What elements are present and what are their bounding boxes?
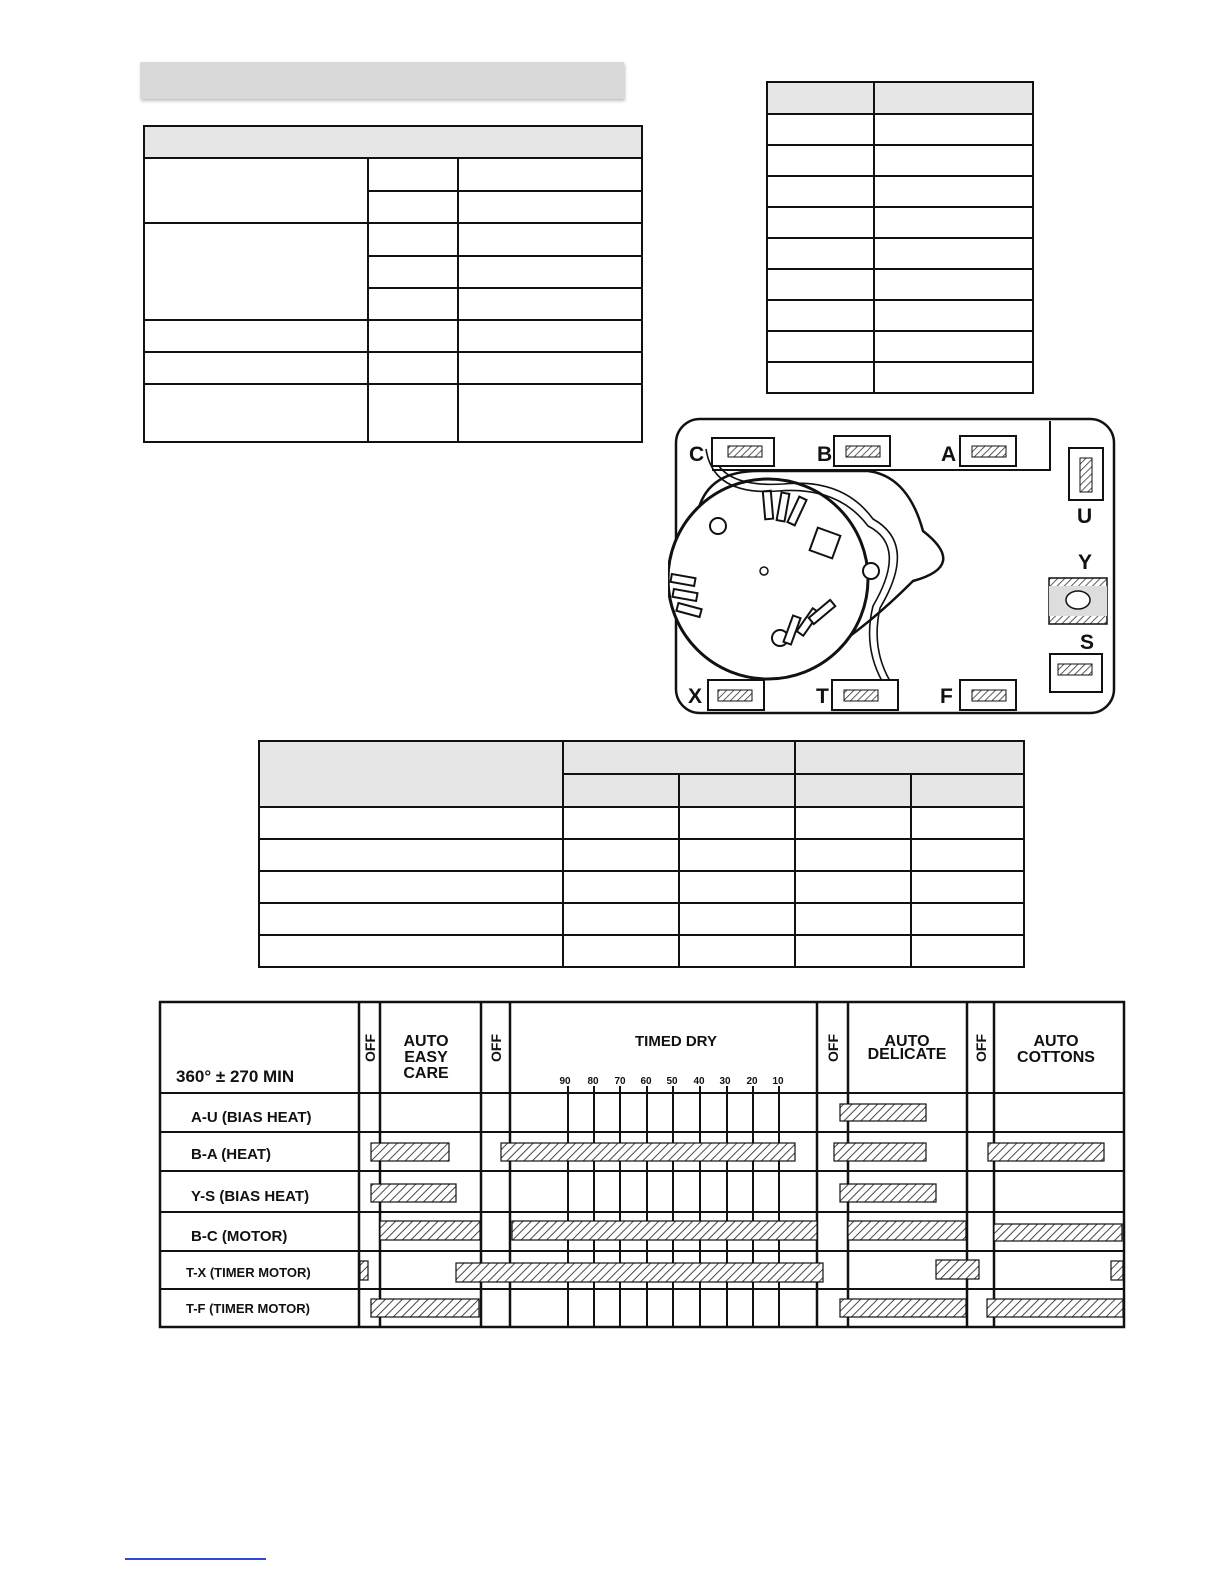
heater-cell (679, 903, 795, 935)
spec-cell (368, 352, 458, 384)
terminal-s (1050, 654, 1102, 692)
specifications-table (143, 125, 643, 443)
terminal-label-s: S (1080, 631, 1095, 654)
resistance-cell (767, 145, 874, 176)
heater-cell (563, 935, 679, 967)
cottons-line-2: COTTONS (1017, 1049, 1095, 1066)
off-label-1: OFF (362, 1034, 378, 1062)
terminal-label-y: Y (1078, 551, 1093, 574)
terminal-label-x: X (688, 685, 703, 708)
circuit-label-t-x: T-X (TIMER MOTOR) (186, 1265, 311, 1280)
heater-subheader-cell (563, 774, 679, 807)
easy-care-line-1: AUTO (403, 1033, 449, 1050)
terminal-label-c: C (689, 443, 705, 466)
spec-cell (144, 384, 368, 442)
terminal-x (708, 680, 764, 710)
heater-cell (259, 935, 563, 967)
spec-cell (368, 320, 458, 352)
minute-tick: 90 (559, 1076, 571, 1087)
heater-table (258, 740, 1025, 968)
minute-tick: 20 (746, 1076, 758, 1087)
contact-bar (456, 1263, 823, 1282)
resistance-cell (767, 114, 874, 145)
resistance-cell (767, 176, 874, 207)
spec-cell (458, 288, 642, 320)
easy-care-line-3: CARE (403, 1065, 449, 1082)
resistance-cell (874, 207, 1033, 238)
heater-cell (795, 903, 911, 935)
contact-bar (840, 1299, 966, 1317)
spec-cell (144, 223, 368, 320)
contact-bar (360, 1261, 368, 1280)
heater-subheader-cell (795, 774, 911, 807)
heater-cell (679, 839, 795, 871)
minute-tick: 70 (614, 1076, 626, 1087)
circuit-label-a-u: A-U (BIAS HEAT) (191, 1109, 312, 1126)
cottons-line-1: AUTO (1033, 1033, 1079, 1050)
resistance-cell (767, 207, 874, 238)
spec-cell (368, 223, 458, 256)
contact-bar (512, 1221, 817, 1240)
minute-tick: 60 (640, 1076, 652, 1087)
resistance-cell (874, 238, 1033, 269)
contact-bar (988, 1143, 1104, 1161)
heater-cell (911, 935, 1024, 967)
rotation-label: 360° ± 270 MIN (176, 1067, 295, 1086)
heater-subheader-cell (911, 774, 1024, 807)
heater-subheader-cell (679, 774, 795, 807)
delicate-line-2: DELICATE (867, 1046, 947, 1063)
heater-header-cell (259, 741, 563, 807)
spec-cell (458, 352, 642, 384)
terminal-label-a: A (941, 443, 957, 466)
resistance-cell (874, 114, 1033, 145)
heater-cell (563, 903, 679, 935)
spec-cell (368, 191, 458, 223)
heater-cell (563, 871, 679, 903)
resistance-table (766, 81, 1034, 394)
heater-cell (795, 935, 911, 967)
resistance-cell (874, 300, 1033, 331)
circuit-label-t-f: T-F (TIMER MOTOR) (186, 1301, 310, 1316)
spec-cell (368, 256, 458, 288)
heater-cell (795, 839, 911, 871)
spec-table-header (144, 126, 642, 158)
contact-bar (936, 1260, 979, 1279)
terminal-f (960, 680, 1016, 710)
spec-cell (368, 158, 458, 191)
contact-bar (371, 1184, 456, 1202)
circuit-label-b-a: B-A (HEAT) (191, 1146, 271, 1163)
heater-cell (911, 871, 1024, 903)
heater-cell (795, 807, 911, 839)
off-label-3: OFF (825, 1034, 841, 1062)
terminal-y (1049, 578, 1107, 624)
resistance-cell (874, 331, 1033, 362)
resistance-header-cell (874, 82, 1033, 114)
heater-cell (795, 871, 911, 903)
terminal-a (960, 436, 1016, 466)
contact-bar (501, 1143, 795, 1161)
contact-bar (840, 1184, 936, 1202)
terminal-label-u: U (1077, 505, 1093, 528)
delicate-line-1: AUTO (884, 1033, 930, 1050)
contact-bar (371, 1299, 479, 1317)
contact-bar (371, 1143, 449, 1161)
terminal-label-t: T (816, 685, 829, 708)
minute-tick: 40 (693, 1076, 705, 1087)
spec-cell (458, 191, 642, 223)
spec-cell (144, 320, 368, 352)
heater-cell (911, 807, 1024, 839)
heater-cell (259, 903, 563, 935)
contact-bar (380, 1221, 480, 1240)
contact-bar (834, 1143, 926, 1161)
easy-care-line-2: EASY (404, 1049, 448, 1066)
heater-cell (259, 871, 563, 903)
resistance-cell (874, 176, 1033, 207)
resistance-cell (767, 269, 874, 300)
minute-tick: 50 (666, 1076, 678, 1087)
spec-cell (458, 223, 642, 256)
resistance-cell (767, 238, 874, 269)
heater-cell (259, 839, 563, 871)
terminal-u (1069, 448, 1103, 500)
heater-cell (563, 807, 679, 839)
heater-cell (563, 839, 679, 871)
spec-cell (458, 256, 642, 288)
heater-cell (911, 839, 1024, 871)
off-label-4: OFF (973, 1034, 989, 1062)
heater-cell (679, 807, 795, 839)
cam-hub (760, 567, 768, 575)
minute-tick: 10 (772, 1076, 784, 1087)
resistance-cell (767, 331, 874, 362)
spec-cell (144, 158, 368, 223)
contact-bar (994, 1224, 1122, 1241)
resistance-cell (874, 269, 1033, 300)
timer-terminal-diagram (668, 416, 1120, 718)
timer-cam-chart (158, 1000, 1128, 1332)
spec-cell (458, 320, 642, 352)
spec-cell (368, 288, 458, 320)
heater-header-cell (563, 741, 795, 774)
terminal-label-b: B (817, 443, 833, 466)
terminal-b (834, 436, 890, 466)
terminal-t (832, 680, 898, 710)
heater-cell (911, 903, 1024, 935)
resistance-cell (874, 362, 1033, 393)
contact-bar (1111, 1261, 1123, 1280)
heater-cell (679, 935, 795, 967)
off-label-2: OFF (488, 1034, 504, 1062)
heater-header-cell (795, 741, 1024, 774)
footer-link-underline[interactable] (125, 1558, 266, 1560)
spec-cell (144, 352, 368, 384)
circuit-label-y-s: Y-S (BIAS HEAT) (191, 1188, 310, 1205)
contact-bar (848, 1221, 966, 1240)
resistance-cell (767, 300, 874, 331)
resistance-cell (874, 145, 1033, 176)
resistance-header-cell (767, 82, 874, 114)
terminal-c (712, 438, 774, 466)
heater-cell (679, 871, 795, 903)
circuit-label-b-c: B-C (MOTOR) (191, 1228, 288, 1245)
contact-bar (987, 1299, 1123, 1317)
spec-cell (458, 158, 642, 191)
timed-dry-label: TIMED DRY (635, 1033, 717, 1050)
resistance-cell (767, 362, 874, 393)
heater-cell (259, 807, 563, 839)
terminal-label-f: F (940, 685, 953, 708)
minute-tick: 80 (587, 1076, 599, 1087)
minute-tick: 30 (719, 1076, 731, 1087)
contact-bar (840, 1104, 926, 1121)
minute-ticks (559, 1076, 784, 1087)
section-title-bar (140, 62, 624, 99)
spec-cell (458, 384, 642, 442)
spec-cell (368, 384, 458, 442)
